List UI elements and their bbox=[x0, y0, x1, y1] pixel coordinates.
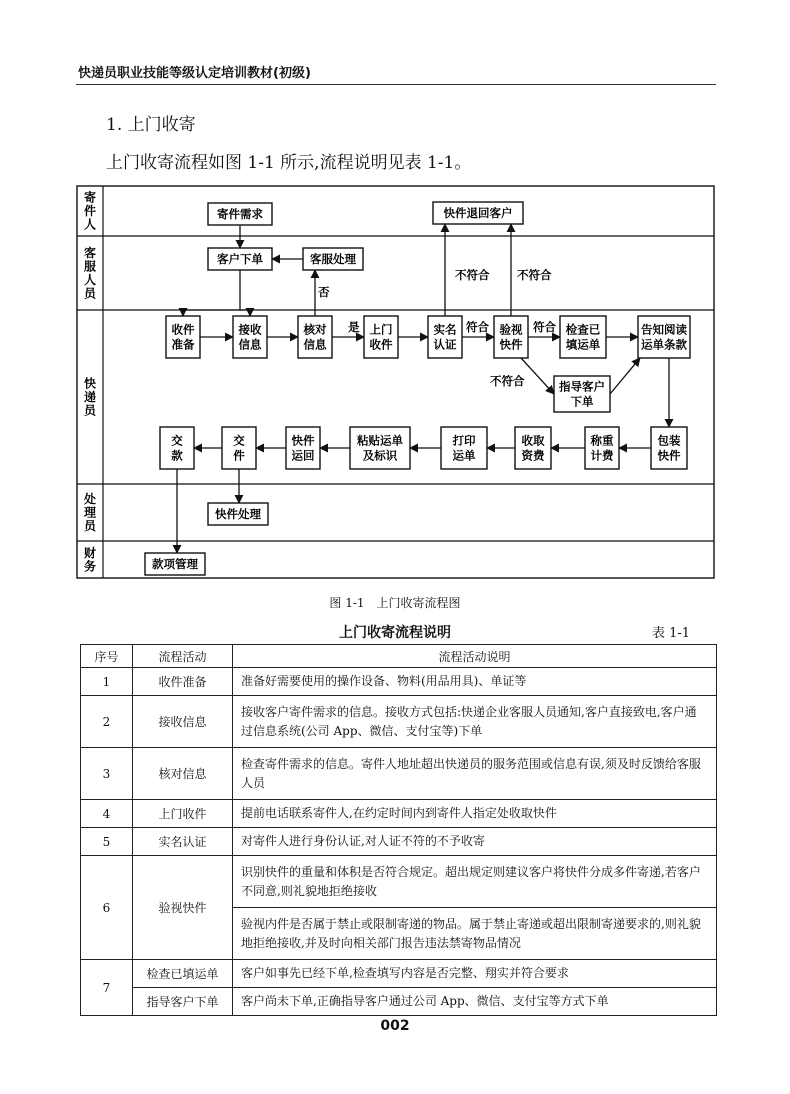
process-table bbox=[80, 644, 717, 1016]
flow-box-text: 交 bbox=[171, 433, 183, 448]
flow-box-jiancha-yidan bbox=[560, 316, 606, 358]
lane-label: 客服人员 bbox=[83, 245, 97, 301]
flow-box-text: 快件退回客户 bbox=[443, 206, 513, 220]
flow-box-text: 检查已 bbox=[565, 322, 601, 337]
flow-box-text: 收取 bbox=[521, 433, 545, 448]
flow-box-text: 打印 bbox=[452, 433, 476, 448]
flow-box-jijian-xuqiu bbox=[208, 203, 272, 225]
flow-arrow bbox=[240, 310, 250, 316]
flow-box-text: 运回 bbox=[291, 448, 315, 463]
flow-box-text: 计费 bbox=[590, 448, 614, 463]
page-number: 002 bbox=[380, 1018, 410, 1034]
flow-box-text: 运单 bbox=[452, 448, 476, 463]
flow-box-text: 填运单 bbox=[565, 337, 601, 352]
lane-label: 财务 bbox=[83, 545, 97, 574]
row-num: 6 bbox=[81, 856, 133, 960]
flow-box-text: 款项管理 bbox=[152, 557, 198, 571]
label-yes: 是 bbox=[348, 320, 360, 334]
row-desc: 客户尚未下单,正确指导客户通过公司 App、微信、支付宝等方式下单 bbox=[233, 988, 717, 1016]
row-num: 4 bbox=[81, 800, 133, 828]
table-row bbox=[81, 800, 717, 828]
flow-box-text: 寄件需求 bbox=[217, 207, 263, 221]
flow-box-hedui-xinxi bbox=[298, 316, 332, 358]
flow-box-text: 下单 bbox=[570, 394, 594, 409]
label-fail-waybill: 不符合 bbox=[490, 374, 525, 388]
flow-box-kehu-xiadan bbox=[208, 248, 272, 270]
flow-box-text: 客户下单 bbox=[217, 252, 263, 266]
row-activity: 接收信息 bbox=[133, 696, 233, 748]
flow-box-shouqu-zifei bbox=[515, 427, 551, 469]
flow-box-kuanxiang-guanli bbox=[145, 553, 205, 575]
table-header-row bbox=[81, 645, 717, 668]
table-title: 上门收寄流程说明 bbox=[339, 625, 451, 641]
row-activity: 检查已填运单 bbox=[133, 960, 233, 988]
flow-box-text: 客服处理 bbox=[310, 252, 356, 266]
table-row bbox=[81, 960, 717, 988]
flow-box-text: 件 bbox=[233, 448, 245, 463]
row-num: 5 bbox=[81, 828, 133, 856]
row-desc: 验视内件是否属于禁止或限制寄递的物品。属于禁止寄递或超出限制寄递要求的,则礼貌地拒绝接收,并及时向相关部门报告违法禁寄物品情况 bbox=[233, 908, 717, 960]
table-row bbox=[81, 748, 717, 800]
table-row bbox=[81, 668, 717, 696]
row-activity: 验视快件 bbox=[133, 856, 233, 960]
row-activity: 实名认证 bbox=[133, 828, 233, 856]
header-num: 序号 bbox=[81, 645, 133, 668]
row-num: 3 bbox=[81, 748, 133, 800]
flow-box-text: 信息 bbox=[238, 337, 262, 352]
flow-box-text: 运单条款 bbox=[641, 337, 687, 352]
flow-box-shoujian-zhunbei bbox=[166, 316, 200, 358]
flow-arrow bbox=[183, 270, 240, 316]
table-row bbox=[81, 828, 717, 856]
label-pass-inspect: 符合 bbox=[533, 320, 556, 334]
row-num: 7 bbox=[81, 960, 133, 1016]
flow-arrow bbox=[521, 358, 554, 394]
flow-box-kefu-chuli bbox=[303, 248, 363, 270]
flow-box-zhidao-xiadan bbox=[554, 376, 610, 412]
flow-box-kuaijian-tuihui bbox=[433, 202, 523, 224]
flow-box-shiming-renzheng bbox=[428, 316, 462, 358]
flow-box-text: 款 bbox=[171, 448, 183, 463]
row-activity: 指导客户下单 bbox=[133, 988, 233, 1016]
section-title: 1. 上门收寄 bbox=[106, 115, 196, 135]
row-desc: 准备好需要使用的操作设备、物料(用品用具)、单证等 bbox=[233, 668, 717, 696]
flow-box-text: 交 bbox=[233, 433, 245, 448]
row-desc: 对寄件人进行身份认证,对人证不符的不予收寄 bbox=[233, 828, 717, 856]
flow-box-text: 告知阅读 bbox=[641, 322, 687, 337]
flow-box-yanshi-kuaijian bbox=[494, 316, 528, 358]
figure-caption: 图 1-1 上门收寄流程图 bbox=[329, 596, 461, 610]
flow-box-text: 准备 bbox=[171, 337, 195, 352]
flow-box-text: 收件 bbox=[171, 322, 195, 337]
flow-box-zhantie bbox=[350, 427, 410, 469]
flow-box-kuaijian-chuli bbox=[208, 503, 268, 525]
intro-text: 上门收寄流程如图 1-1 所示,流程说明见表 1-1。 bbox=[106, 153, 472, 173]
label-no: 否 bbox=[318, 285, 330, 299]
header-activity: 流程活动 bbox=[133, 645, 233, 668]
flow-box-text: 快件 bbox=[291, 433, 315, 448]
flow-box-chengzhong bbox=[585, 427, 619, 469]
row-desc: 接收客户寄件需求的信息。接收方式包括:快递企业客服人员通知,客户直接致电,客户通过信息系统(公司 App、微信、支付宝等)下单 bbox=[233, 696, 717, 748]
flow-box-text: 接收 bbox=[238, 322, 262, 337]
table-row bbox=[81, 696, 717, 748]
flow-box-text: 快件 bbox=[657, 448, 681, 463]
flow-box-text: 认证 bbox=[433, 337, 457, 352]
row-activity: 上门收件 bbox=[133, 800, 233, 828]
flow-frame bbox=[77, 186, 714, 578]
table-row bbox=[81, 988, 717, 1016]
row-num: 2 bbox=[81, 696, 133, 748]
row-desc: 提前电话联系寄件人,在约定时间内到寄件人指定处收取快件 bbox=[233, 800, 717, 828]
row-desc: 检查寄件需求的信息。寄件人地址超出快递员的服务范围或信息有误,须及时反馈给客服人员 bbox=[233, 748, 717, 800]
table-row bbox=[81, 856, 717, 908]
row-desc: 客户如事先已经下单,检查填写内容是否完整、翔实并符合要求 bbox=[233, 960, 717, 988]
table-number: 表 1-1 bbox=[652, 626, 691, 641]
row-num: 1 bbox=[81, 668, 133, 696]
flow-box-dayin-yundan bbox=[441, 427, 487, 469]
flow-box-text: 资费 bbox=[521, 448, 545, 463]
flow-box-jieshou-xinxi bbox=[233, 316, 267, 358]
flow-box-text: 快件 bbox=[499, 337, 523, 352]
flow-box-baozhuang bbox=[651, 427, 687, 469]
flow-box-text: 快件处理 bbox=[215, 507, 261, 521]
row-desc: 识别快件的重量和体积是否符合规定。超出规定则建议客户将快件分成多件寄递,若客户不同意,则礼貌地拒绝接收 bbox=[233, 856, 717, 908]
label-fail-realname: 不符合 bbox=[455, 268, 490, 282]
lane-label: 处理员 bbox=[83, 492, 97, 533]
row-activity: 收件准备 bbox=[133, 668, 233, 696]
flow-box-text: 收件 bbox=[369, 337, 393, 352]
flow-box-text: 称重 bbox=[590, 433, 614, 448]
label-fail-inspect: 不符合 bbox=[517, 268, 552, 282]
flow-box-kuaijian-yunhui bbox=[286, 427, 320, 469]
flow-box-text: 包装 bbox=[657, 433, 681, 448]
row-activity: 核对信息 bbox=[133, 748, 233, 800]
flow-box-text: 上门 bbox=[369, 322, 393, 337]
flow-box-text: 粘贴运单 bbox=[357, 433, 403, 448]
flow-box-shangmen-shoujian bbox=[364, 316, 398, 358]
flow-box-gaozhi-yuedu bbox=[638, 316, 690, 358]
flow-box-text: 实名 bbox=[433, 322, 457, 337]
lane-label: 寄件人 bbox=[83, 190, 97, 232]
header-desc: 流程活动说明 bbox=[233, 645, 717, 668]
flow-box-text: 验视 bbox=[499, 322, 523, 337]
label-pass-realname: 符合 bbox=[466, 320, 489, 334]
flow-box-jiao-jian bbox=[222, 427, 256, 469]
flow-box-text: 核对 bbox=[303, 322, 327, 337]
flow-box-text: 信息 bbox=[303, 337, 327, 352]
lane-label: 快递员 bbox=[83, 376, 97, 418]
flow-box-text: 及标识 bbox=[362, 448, 398, 463]
flow-arrow bbox=[610, 358, 640, 394]
book-title: 快递员职业技能等级认定培训教材(初级) bbox=[78, 66, 311, 81]
flow-box-text: 指导客户 bbox=[559, 379, 605, 394]
flow-box-jiao-kuan bbox=[160, 427, 194, 469]
